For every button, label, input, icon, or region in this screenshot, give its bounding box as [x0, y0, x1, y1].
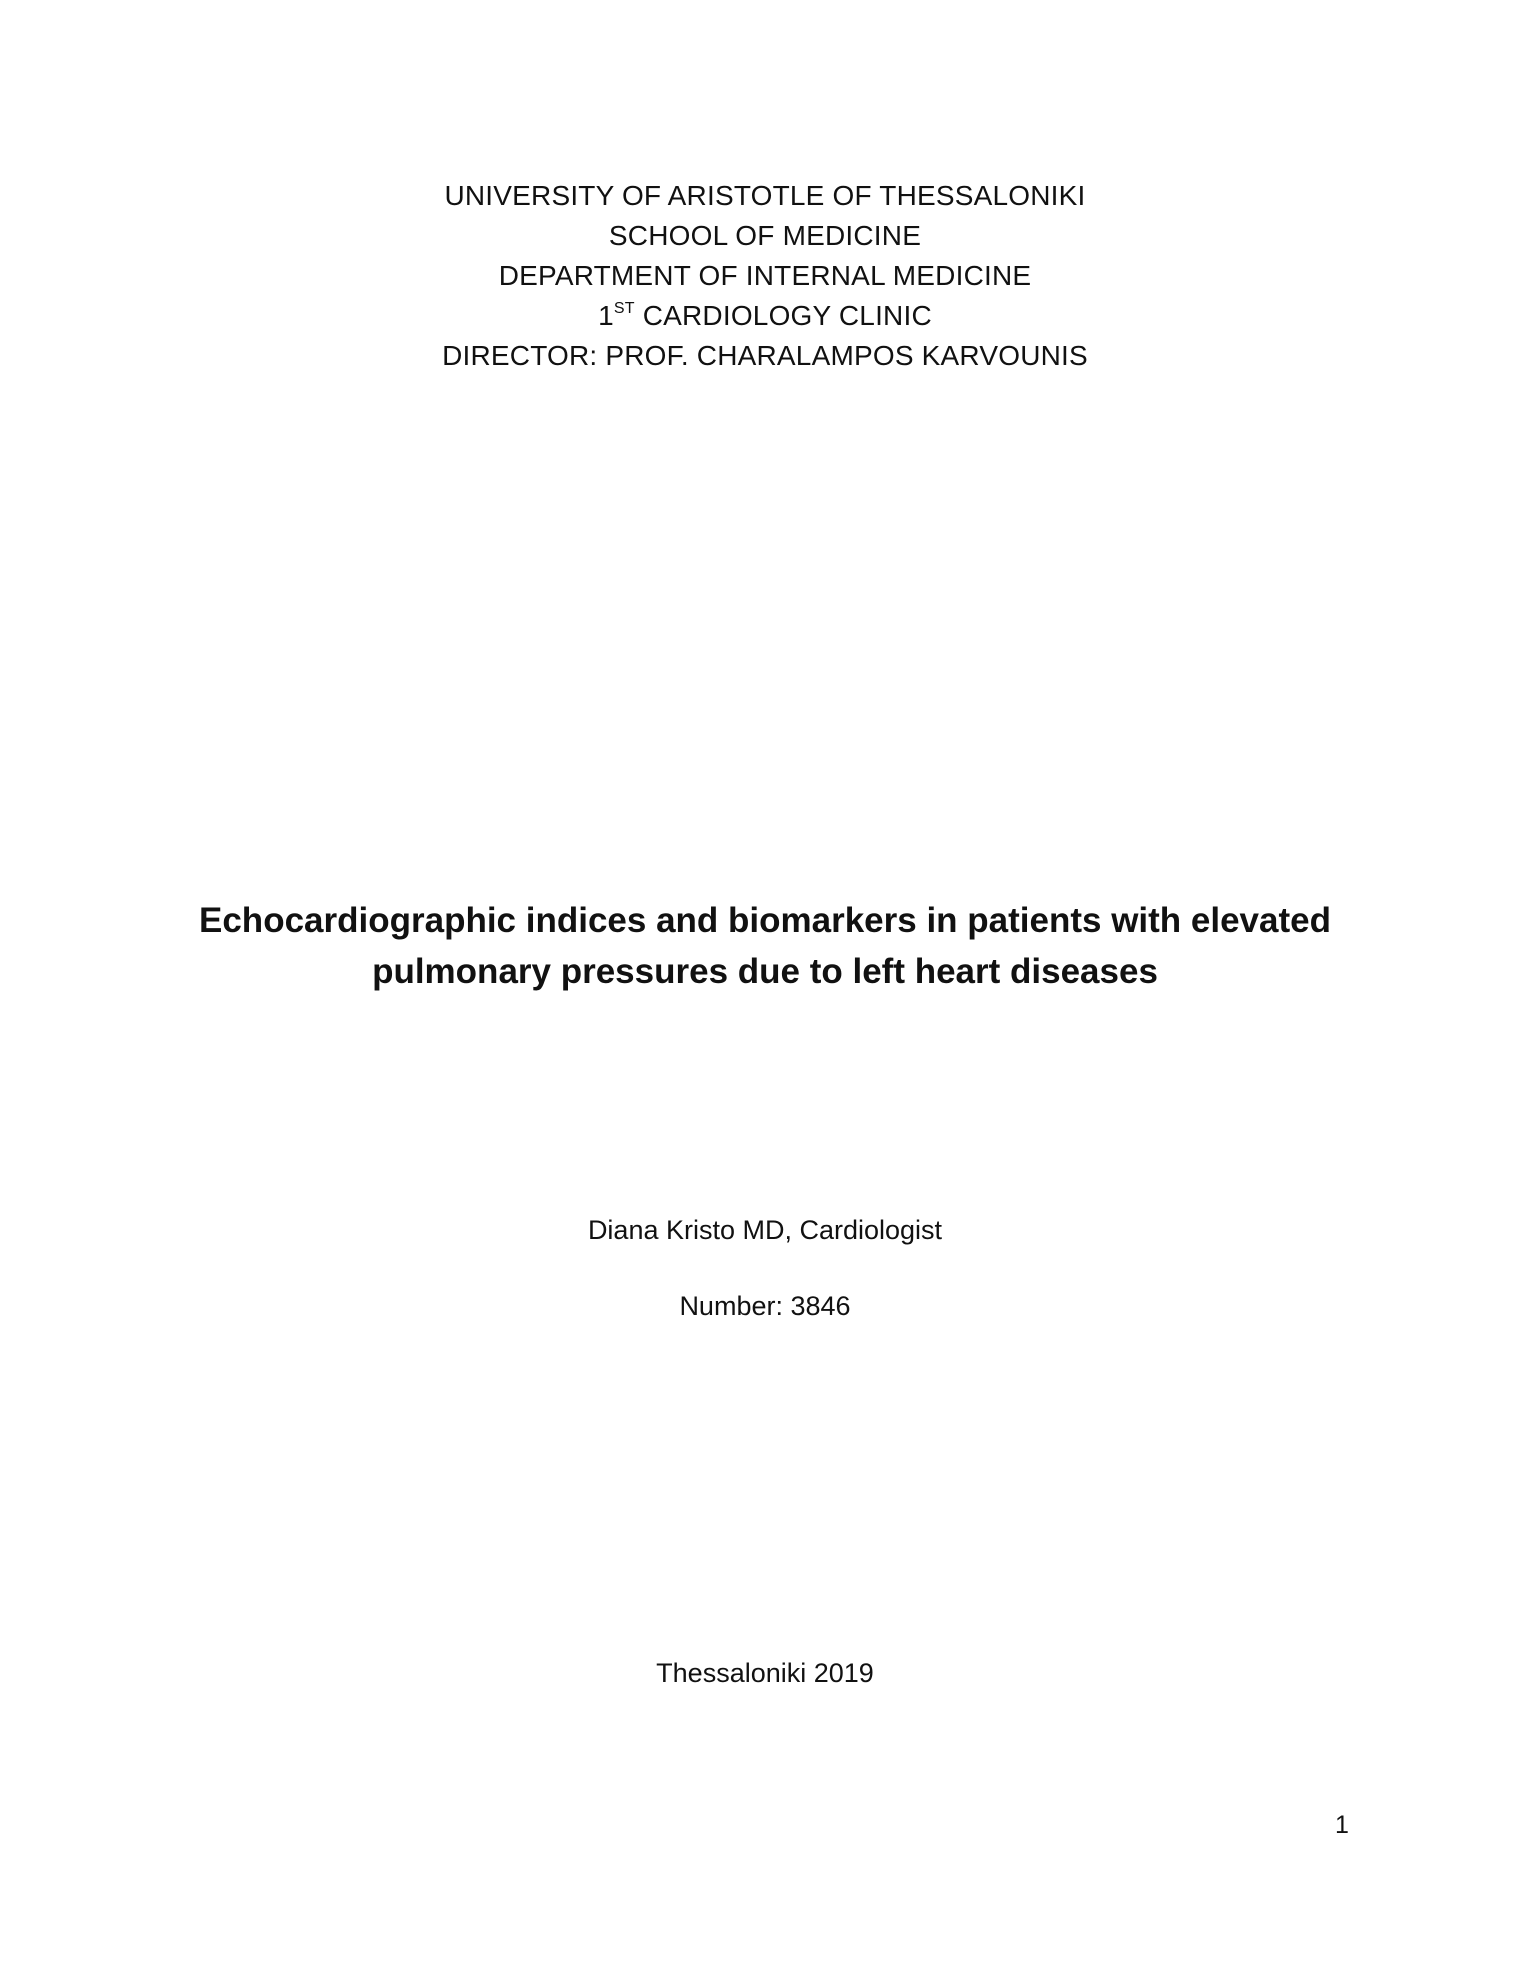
clinic-ordinal-suffix: ST	[613, 300, 635, 317]
place-and-year: Thessaloniki 2019	[656, 1658, 874, 1688]
clinic-line	[0, 296, 1530, 336]
department-line: DEPARTMENT OF INTERNAL MEDICINE	[498, 260, 1032, 291]
director-line: DIRECTOR: PROF. CHARALAMPOS KARVOUNIS	[442, 340, 1088, 371]
university-line: UNIVERSITY OF ARISTOTLE OF THESSALONIKI	[444, 180, 1086, 211]
student-number: Number: 3846	[679, 1291, 851, 1321]
institution-header	[0, 176, 1530, 376]
thesis-title-line-2: pulmonary pressures due to left heart diseases	[372, 952, 1158, 991]
school-line: SCHOOL OF MEDICINE	[608, 220, 922, 251]
page-number: 1	[1335, 1811, 1349, 1839]
author-name: Diana Kristo MD, Cardiologist	[587, 1215, 943, 1245]
clinic-ordinal-number: 1	[598, 300, 614, 331]
thesis-title-line-1: Echocardiographic indices and biomarkers in patients with elevated	[199, 901, 1331, 940]
thesis-title	[0, 895, 1530, 997]
clinic-name: CARDIOLOGY CLINIC	[634, 300, 932, 331]
